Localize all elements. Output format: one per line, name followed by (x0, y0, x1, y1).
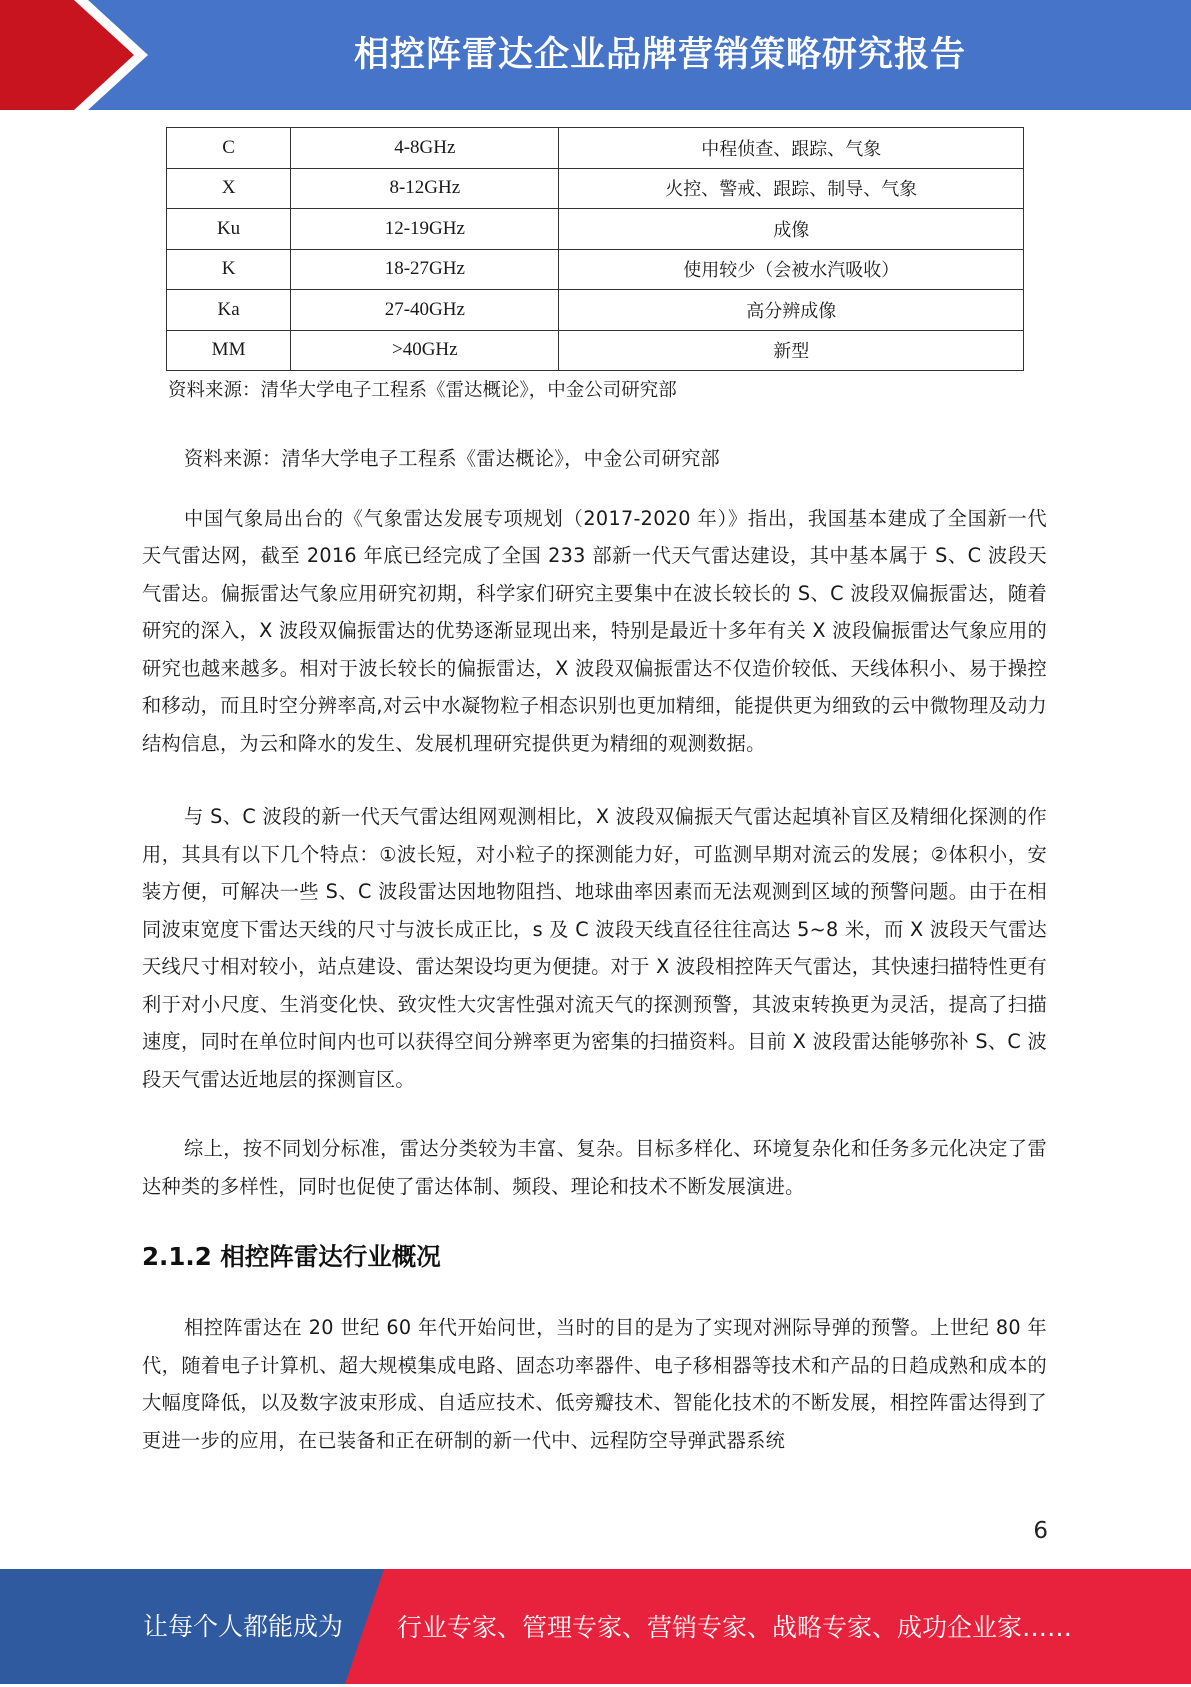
paragraph-weather-radar-plan: 中国气象局出台的《气象雷达发展专项规划（2017-2020 年）》指出，我国基本建成了全国新一代天气雷达网，截至 2016 年底已经完成了全国 233 部新一代天气雷达建设，其中基本属于 S、C 波段天气雷达。偏振雷达气象应用研究初期，科学家们研究主要集中在波长较长的 S、C 波段双偏振雷达，随着研究的深入，X 波段双偏振雷达的优势逐渐显现出来，特别是最近十多年有关 X 波段偏振雷达气象应用的研究也越来越多。相对于波长较长的偏振雷达，X 波段双偏振雷达不仅造价较低、天线体积小、易于操控和移动，而且时空分辨率高,对云中水凝物粒子相态识别也更加精细，能提供更为细致的云中微物理及动力结构信息，为云和降水的发生、发展机理研究提供更为精细的观测数据。 (142, 506, 1047, 755)
usage-cell: 成像 (559, 209, 1024, 250)
usage-cell: 新型 (559, 330, 1024, 371)
table-source-caption: 资料来源：清华大学电子工程系《雷达概论》，中金公司研究部 (168, 380, 677, 401)
table-row (167, 249, 1024, 290)
frequency-cell: 18-27GHz (291, 249, 559, 290)
band-cell: K (167, 249, 291, 290)
page-footer-band (0, 1569, 1191, 1684)
table-row (167, 330, 1024, 371)
frequency-band-table (166, 127, 1024, 371)
body-content (142, 440, 1047, 1459)
section-heading: 2.1.2 相控阵雷达行业概况 (142, 1242, 441, 1271)
frequency-cell: 12-19GHz (291, 209, 559, 250)
band-cell: MM (167, 330, 291, 371)
usage-cell: 使用较少（会被水汽吸收） (559, 249, 1024, 290)
table-row (167, 209, 1024, 250)
band-cell: Ka (167, 290, 291, 331)
page-number: 6 (1033, 1518, 1048, 1544)
table-row (167, 290, 1024, 331)
table-row (167, 168, 1024, 209)
frequency-cell: >40GHz (291, 330, 559, 371)
footer-slogan-right: 行业专家、管理专家、营销专家、战略专家、成功企业家…… (397, 1613, 1073, 1642)
band-cell: Ku (167, 209, 291, 250)
band-cell: X (167, 168, 291, 209)
paragraph-x-band-features: 与 S、C 波段的新一代天气雷达组网观测相比，X 波段双偏振天气雷达起填补盲区及精细化探测的作用，其具有以下几个特点：①波长短，对小粒子的探测能力好，可监测早期对流云的发展；②体积小，安装方便，可解决一些 S、C 波段雷达因地物阻挡、地球曲率因素而无法观测到区域的预警问题。由于在相同波束宽度下雷达天线的尺寸与波长成正比，s 及 C 波段天线直径往往高达 5~8 米，而 X 波段天气雷达天线尺寸相对较小，站点建设、雷达架设均更为便捷。对于 X 波段相控阵天气雷达，其快速扫描特性更有利于对小尺度、生消变化快、致灾性大灾害性强对流天气的探测预警，其波束转换更为灵活，提高了扫描速度，同时在单位时间内也可以获得空间分辨率更为密集的扫描资料。目前 X 波段雷达能够弥补 S、C 波段天气雷达近地层的探测盲区。 (142, 805, 1047, 1091)
paragraph-summary: 综上，按不同划分标准，雷达分类较为丰富、复杂。目标多样化、环境复杂化和任务多元化决定了雷达种类的多样性，同时也促使了雷达体制、频段、理论和技术不断发展演进。 (142, 1137, 1047, 1198)
frequency-cell: 8-12GHz (291, 168, 559, 209)
table-row (167, 128, 1024, 169)
frequency-cell: 4-8GHz (291, 128, 559, 169)
usage-cell: 中程侦查、跟踪、气象 (559, 128, 1024, 169)
source-line: 资料来源：清华大学电子工程系《雷达概论》，中金公司研究部 (184, 447, 721, 470)
footer-slogan-left: 让每个人都能成为 (143, 1612, 344, 1641)
usage-cell: 火控、警戒、跟踪、制导、气象 (559, 168, 1024, 209)
band-cell: C (167, 128, 291, 169)
report-title: 相控阵雷达企业品牌营销策略研究报告 (353, 35, 966, 75)
page-header-band (0, 0, 1191, 110)
usage-cell: 高分辨成像 (559, 290, 1024, 331)
paragraph-phased-array-history: 相控阵雷达在 20 世纪 60 年代开始问世，当时的目的是为了实现对洲际导弹的预警。上世纪 80 年代，随着电子计算机、超大规模集成电路、固态功率器件、电子移相器等技术和产品的日趋成熟和成本的大幅度降低，以及数字波束形成、自适应技术、低旁瓣技术、智能化技术的不断发展，相控阵雷达得到了更进一步的应用，在已装备和正在研制的新一代中、远程防空导弹武器系统 (142, 1316, 1047, 1452)
header-arrow-logo (0, 0, 160, 110)
frequency-cell: 27-40GHz (291, 290, 559, 331)
